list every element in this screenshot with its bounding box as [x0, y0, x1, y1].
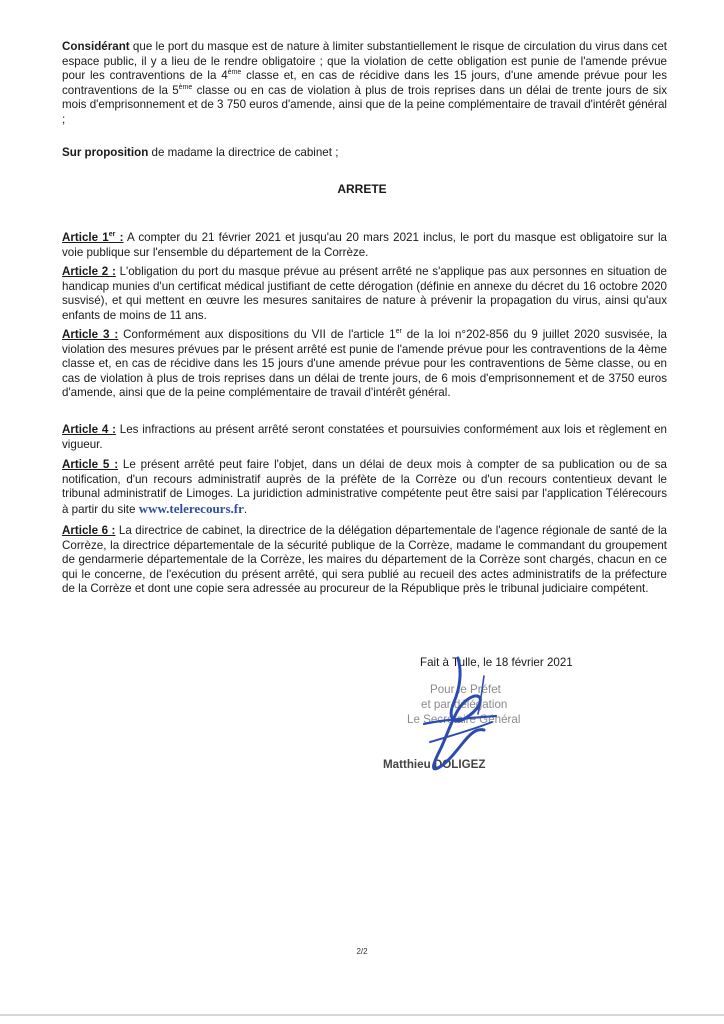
- article-4: Article 4 : Les infractions au présent arrêté seront constatées et poursuivies conformément aux lois et règlement en vigueur.: [62, 423, 667, 451]
- page-number: 2/2: [356, 947, 368, 956]
- article-2: Article 2 : L'obligation du port du masque prévue au présent arrêté ne s'applique pas aux personnes en situation de handicap munies d'un certificat médical justifiant de cette dérogation (définie en annexe du décret du 16 octobre 2020 susvisé), et qui mettent en œuvre les mesures sanitaires de nature à prévenir la propagation du virus, ainsi qu'aux enfants de moins de 11 ans.: [62, 265, 667, 322]
- telerecours-link[interactable]: www.telerecours.fr: [138, 500, 244, 516]
- article-2-label: Article 2 :: [62, 265, 116, 278]
- article-3-label: Article 3 :: [62, 328, 119, 341]
- considerant-paragraph: Considérant que le port du masque est de nature à limiter substantiellement le risque de circulation du virus dans cet espace public, il y a lieu de le rendre obligatoire ; que la violation de cette obligation est punie de l'amende prévue pour les contraventions de la 4ème classe et, en cas de récidive dans les 15 jours, d'une amende prévue pour les contraventions de la 5ème classe ou en cas de violation à plus de trois reprises dans un délai de trente jours de six mois d'emprisonnement et de 3 750 euros d'amende, ainsi que de la peine complémentaire de travail d'intérêt général ;: [62, 40, 668, 126]
- par-delegation: et par délégation: [421, 698, 508, 711]
- article-5: Article 5 : Le présent arrêté peut faire l'objet, dans un délai de deux mois à compter de sa publication ou de sa notification, d'un recours administratif auprès de la préfète de la Corrèze ou d'un recours contentieux devant le tribunal administratif de Limoges. La juridiction administrative compétente peut être saisi par l'application Télérecours à partir du site www.telerecours.fr.: [62, 458, 667, 516]
- handwritten-signature: [400, 650, 510, 780]
- pour-le-prefet: Pour le Préfet: [430, 683, 501, 696]
- article-4-label: Article 4 :: [62, 423, 116, 436]
- bottom-scan-line: [0, 1014, 724, 1016]
- article-3: Article 3 : Conformément aux dispositions du VII de l'article 1er de la loi n°202-856 du 9 juillet 2020 susvisée, la violation des mesures prévues par le présent arrêté est punie de l'amende prévue pour les contraventions de la 4ème classe et, en cas de récidive dans les 15 jours d'une amende prévue pour les contraventions de 5ème classe, ou en cas de violation à plus de trois reprises dans un délai de trente jours, de 6 mois d'emprisonnement et de 3750 euros d'amende, ainsi que de la peine complémentaire de travail d'intérêt général.: [62, 328, 667, 399]
- article-6: Article 6 : La directrice de cabinet, la directrice de la délégation départementale de l'agence régionale de santé de la Corrèze, la directrice départementale de la sécurité publique de la Corrèze, madame le commandant du groupement de gendarmerie départementale de la Corrèze, les maires du département de la Corrèze sont chargés, chacun en ce qui le concerne, de l'exécution du présent arrêté, qui sera publié au recueil des actes administratifs de la préfecture de la Corrèze et dont une copie sera adressée au procureur de la République près le tribunal judiciaire compétent.: [62, 524, 667, 595]
- article-1-label: Article 1er :: [62, 231, 124, 244]
- arrete-title: ARRETE: [337, 182, 387, 196]
- proposition-paragraph: Sur proposition de madame la directrice de cabinet ;: [62, 146, 339, 159]
- article-1: Article 1er : A compter du 21 février 2021 et jusqu'au 20 mars 2021 inclus, le port du masque est obligatoire sur la voie publique sur l'ensemble du département de la Corrèze.: [62, 231, 667, 259]
- signatory-name: Matthieu DOLIGEZ: [383, 758, 486, 771]
- fait-a-tulle: Fait à Tulle, le 18 février 2021: [420, 656, 573, 669]
- article-6-label: Article 6 :: [62, 524, 116, 537]
- secretaire-general: Le Secrétaire Général: [407, 713, 521, 726]
- article-5-label: Article 5 :: [62, 458, 119, 471]
